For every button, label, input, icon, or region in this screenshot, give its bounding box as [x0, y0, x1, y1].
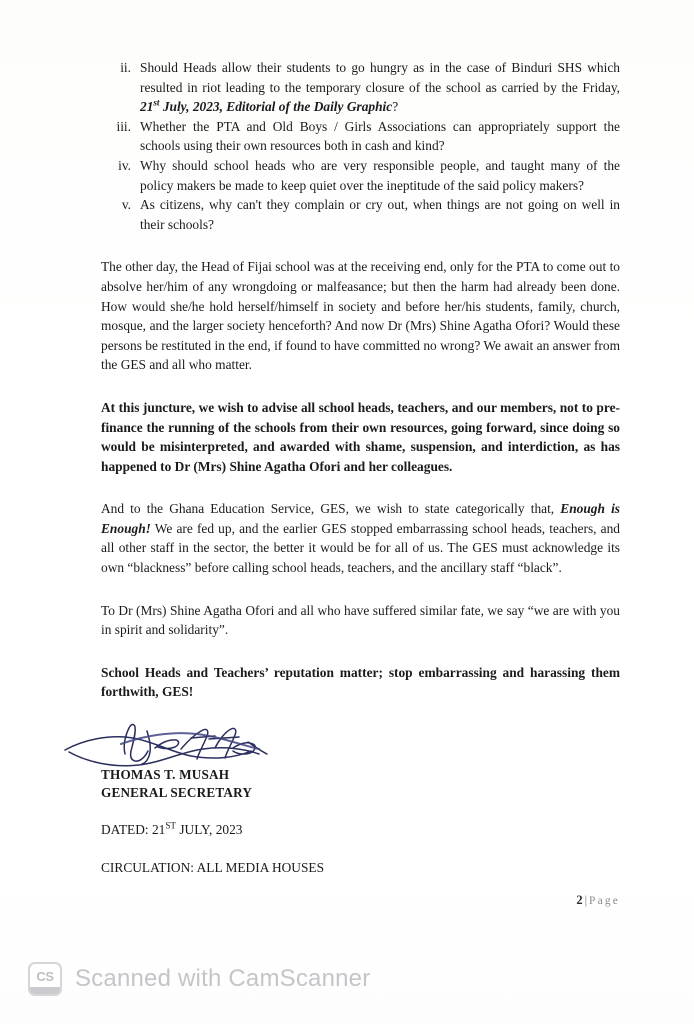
paragraph-spacer — [101, 578, 620, 601]
paragraph-spacer — [101, 640, 620, 663]
paragraph-spacer — [101, 375, 620, 398]
page-footer — [576, 893, 620, 908]
list-marker: ii. — [120, 60, 131, 75]
paragraph-ges-emphasis: Enough is Enough! — [101, 501, 621, 536]
dated-label: DATED: 21 — [101, 822, 166, 838]
paragraph-fijai: The other day, the Head of Fijai school was at the receiving end, only for the PTA to come out to absolve her/him of any wrongdoing or malfeasance; but then the harm had already been done. How would she/he hold herself/himself in society and before her/his students, family, church, mosque, and the larger society henceforth? And now Dr (Mrs) Shine Agatha Ofori? Would these persons be restituted in the end, if found to have committed no wrong? We await an answer from the GES and all who matter. — [101, 259, 620, 373]
list-item-emphasis-post: July, 2023, Editorial of the Daily Graphic — [159, 99, 393, 115]
dated-line — [101, 820, 620, 839]
paragraph-ges — [101, 499, 620, 577]
document-body — [101, 58, 620, 877]
list-marker: v. — [121, 197, 131, 213]
paragraph-spacer — [101, 476, 620, 499]
camscanner-logo-text: CS — [36, 969, 54, 984]
paragraph-spacer — [101, 234, 620, 257]
signatory-name: THOMAS T. MUSAH — [101, 767, 230, 783]
signature-block — [101, 720, 620, 766]
paragraph-spacer — [101, 801, 620, 820]
camscanner-watermark — [28, 962, 370, 996]
list-item — [101, 58, 620, 117]
paragraph-ges-after: We are fed up, and the earlier GES stopped embarrassing school heads, teachers, and all other staff in the sector, the better it would be for all of us. The GES must acknowledge its own “blackness” before calling school heads, teachers, and the ancillary staff “black”. — [101, 520, 620, 576]
list-item — [101, 117, 620, 156]
list-marker: iii. — [116, 118, 131, 134]
list-item-text: Whether the PTA and Old Boys / Girls Associations can appropriately support the schools using their own resources both in cash and kind? — [140, 118, 620, 154]
list-item — [101, 195, 620, 234]
list-item — [101, 156, 620, 195]
list-item-text: Why should school heads who are very responsible people, and taught many of the policy makers be made to keep quiet over the ineptitude of the said policy makers? — [140, 157, 620, 193]
signatory-title: GENERAL SECRETARY — [101, 784, 253, 800]
camscanner-cs-logo-icon — [28, 962, 62, 996]
list-item-text: As citizens, why can't they complain or cry out, when things are not going on well in their schools? — [140, 197, 620, 232]
paragraph-advise: At this juncture, we wish to advise all school heads, teachers, and our members, not to pre-finance the running of the schools from their own resources, going forward, since doing so would be misinterpreted, and awarded with shame, suspension, and interdiction, as has happened to Dr (Mrs) Shine Agatha Ofori and her colleagues. — [101, 399, 620, 474]
dated-rest: JULY, 2023 — [175, 822, 243, 838]
handwritten-signature-icon — [63, 718, 353, 768]
paragraph-solidarity: To Dr (Mrs) Shine Agatha Ofori and all who have suffered similar fate, we say “we are with you in spirit and solidarity”. — [101, 602, 620, 638]
paragraph-ges-before: And to the Ghana Education Service, GES, we wish to state categorically that, — [101, 501, 561, 517]
page-label: Page — [589, 895, 620, 907]
circulation-line: CIRCULATION: ALL MEDIA HOUSES — [101, 860, 325, 876]
paragraph-reputation: School Heads and Teachers’ reputation matter; stop embarrassing and harassing them forthwith, GES! — [101, 664, 620, 700]
page-separator: | — [584, 893, 588, 907]
paragraph-spacer — [101, 839, 620, 858]
list-item-emphasis-superscript: st — [153, 97, 160, 108]
list-marker: iv. — [118, 157, 131, 173]
list-item-emphasis-pre: 21 — [140, 99, 154, 115]
list-item-text-tail: ? — [392, 99, 399, 115]
dated-superscript: ST — [165, 820, 176, 831]
camscanner-watermark-text: Scanned with CamScanner — [75, 965, 371, 992]
list-item-text: Should Heads allow their students to go hungry as in the case of Binduri SHS which resulted in riot leading to the temporary closure of the school as carried by the Friday, — [140, 60, 620, 95]
camscanner-logo-bar — [30, 987, 60, 994]
numbered-question-list — [101, 58, 620, 234]
page-number: 2 — [576, 893, 583, 907]
